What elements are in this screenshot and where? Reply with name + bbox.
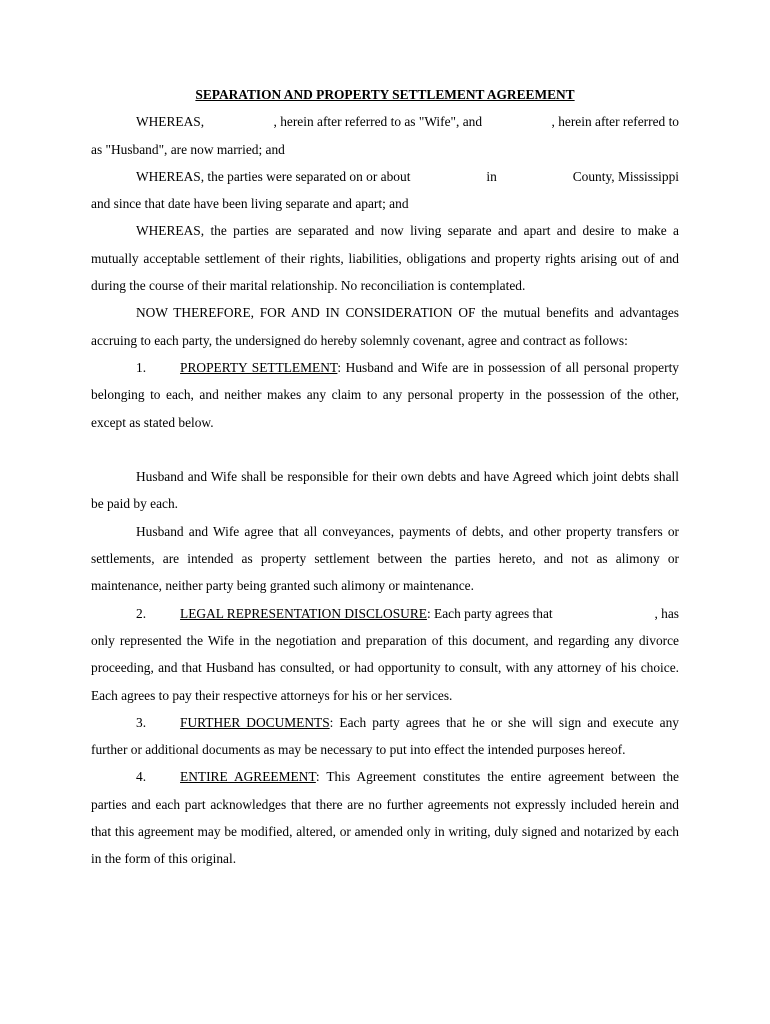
section-further-documents (91, 709, 679, 764)
blank-line (91, 436, 679, 463)
section-text: : This Agreement constitutes the entire agreement between the parties and each part acknowledges that there are no further agreements not expressly included herein and that this agreement may be modified, altered, or amended only in writing, duly signed and notarized by each in the form of this original. (91, 769, 679, 867)
whereas-label: WHEREAS, (136, 114, 205, 130)
document-page (91, 81, 679, 873)
whereas-separation-continued: and since that date have been living separate and apart; and (91, 196, 409, 212)
whereas-separation-line (91, 163, 679, 190)
section-legal-representation-continued: only represented the Wife in the negotiation and preparation of this document, and regarding any divorce proceeding, and that Husband has consulted, or had opportunity to consult, with any attorney of his choice. Each agrees to pay their respective attorneys for his or her services. (91, 632, 679, 703)
separation-date-clause: WHEREAS, the parties were separated on or about (136, 168, 411, 184)
document-title: SEPARATION AND PROPERTY SETTLEMENT AGREEMENT (195, 87, 575, 102)
now-therefore-paragraph: NOW THEREFORE, FOR AND IN CONSIDERATION OF the mutual benefits and advantages accruing to each party, the undersigned do hereby solemnly covenant, agree and contract as follows: (91, 305, 679, 348)
section-number: 1. (136, 359, 147, 375)
section-heading: PROPERTY SETTLEMENT (180, 359, 338, 375)
separation-in: in (486, 168, 497, 184)
section-entire-agreement (91, 763, 679, 872)
section-text-has: , has (654, 605, 679, 621)
section-number: 4. (136, 769, 147, 785)
section-heading: LEGAL REPRESENTATION DISCLOSURE (180, 605, 427, 621)
section-heading: ENTIRE AGREEMENT (180, 769, 316, 785)
whereas-parties-line (91, 108, 679, 135)
debts-paragraph: Husband and Wife shall be responsible for their own debts and have Agreed which joint debts shall be paid by each. (91, 469, 679, 512)
section-heading: FURTHER DOCUMENTS (180, 714, 330, 730)
whereas-parties-continued: as "Husband", are now married; and (91, 141, 285, 157)
whereas-settlement-paragraph: WHEREAS, the parties are separated and now living separate and apart and desire to make a mutually acceptable settlement of their rights, liabilities, obligations and property rights arising out of and during the course of their marital relationship. No reconciliation is contemplated. (91, 223, 679, 294)
conveyances-paragraph: Husband and Wife agree that all conveyances, payments of debts, and other property transfers or settlements, are intended as property settlement between the parties hereto, and not as alimony or maintenance, neither party being granted such alimony or maintenance. (91, 523, 679, 594)
section-legal-representation-line (91, 600, 679, 627)
wife-clause: , herein after referred to as "Wife", and (273, 114, 483, 130)
section-text: : Each party agrees that he or she will sign and execute any further or additional documents as may be necessary to put into effect the intended purposes hereof. (91, 714, 679, 758)
husband-clause: , herein after referred to (551, 114, 679, 130)
section-property-settlement (91, 354, 679, 436)
section-number: 2. (136, 605, 147, 621)
section-text: : Husband and Wife are in possession of all personal property belonging to each, and neither makes any claim to any personal property in the possession of the other, except as stated below. (91, 359, 680, 430)
separation-county: County, Mississippi (572, 168, 679, 184)
section-number: 3. (136, 714, 147, 730)
section-text: : Each party agrees that (426, 605, 553, 621)
